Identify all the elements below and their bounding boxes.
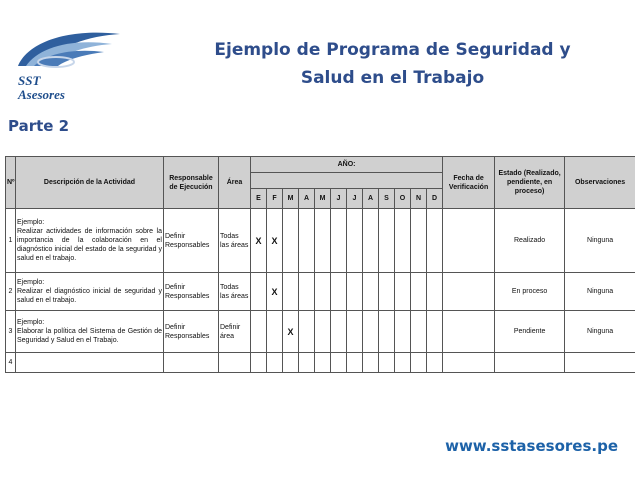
month-header: O — [395, 189, 411, 209]
month-header: D — [427, 189, 443, 209]
title-line-1: Ejemplo de Programa de Seguridad y — [214, 40, 571, 60]
month-cell — [395, 273, 411, 311]
row-num: 4 — [6, 353, 16, 373]
header-num: Nº — [6, 157, 16, 209]
row-verification-date — [443, 273, 495, 311]
month-cell: X — [251, 209, 267, 273]
row-description — [16, 353, 164, 373]
row-desc-text: Realizar el diagnóstico inicial de seguridad y salud en el trabajo. — [17, 288, 162, 304]
month-cell — [395, 353, 411, 373]
month-cell — [299, 353, 315, 373]
title-line-2: Salud en el Trabajo — [300, 68, 485, 88]
row-status: Pendiente — [495, 311, 565, 353]
month-cell — [379, 209, 395, 273]
program-table — [5, 156, 635, 373]
row-observations: Ninguna — [565, 209, 635, 273]
row-observations: Ninguna — [565, 273, 635, 311]
month-cell — [379, 311, 395, 353]
month-header: E — [251, 189, 267, 209]
month-cell — [363, 311, 379, 353]
month-cell — [411, 311, 427, 353]
month-cell — [347, 273, 363, 311]
row-verification-date — [443, 209, 495, 273]
row-desc-text: Realizar actividades de información sobre la importancia de la colaboración en el diagnóstico inicial del estado de la seguridad y salud en el trabajo. — [17, 228, 162, 262]
row-responsible — [164, 353, 219, 373]
month-cell — [299, 209, 315, 273]
month-cell — [427, 311, 443, 353]
month-cell — [379, 273, 395, 311]
month-cell — [283, 353, 299, 373]
row-responsible: Definir Responsables — [164, 273, 219, 311]
logo-text-asesores: Asesores — [18, 87, 65, 102]
row-desc-text: Elaborar la política del Sistema de Gestión de Seguridad y Salud en el Trabajo. — [17, 328, 162, 344]
month-cell — [251, 273, 267, 311]
row-desc-title: Ejemplo: — [17, 219, 45, 226]
row-desc-title: Ejemplo: — [17, 319, 45, 326]
logo-wing-icon — [8, 22, 128, 72]
header-year: AÑO: — [251, 157, 443, 173]
row-status — [495, 353, 565, 373]
month-cell — [395, 209, 411, 273]
month-header: A — [299, 189, 315, 209]
month-header: N — [411, 189, 427, 209]
month-cell — [411, 353, 427, 373]
row-num: 3 — [6, 311, 16, 353]
month-cell — [315, 353, 331, 373]
header-year-spacer — [251, 173, 443, 189]
month-cell — [347, 353, 363, 373]
month-header: J — [331, 189, 347, 209]
month-header: S — [379, 189, 395, 209]
month-cell — [331, 311, 347, 353]
month-cell — [411, 273, 427, 311]
header-responsible: Responsable de Ejecución — [164, 157, 219, 209]
row-area — [219, 353, 251, 373]
header-observations: Observaciones — [565, 157, 635, 209]
month-cell — [331, 273, 347, 311]
row-area: Todas las áreas — [219, 209, 251, 273]
row-description — [16, 273, 164, 311]
row-description — [16, 311, 164, 353]
section-label: Parte 2 — [8, 117, 70, 135]
month-cell — [331, 353, 347, 373]
table-row — [6, 311, 636, 353]
month-cell — [363, 353, 379, 373]
month-cell — [363, 273, 379, 311]
website-link[interactable]: www.sstasesores.pe — [445, 437, 618, 455]
month-cell — [347, 209, 363, 273]
month-cell — [315, 273, 331, 311]
month-cell — [283, 209, 299, 273]
month-cell: X — [267, 273, 283, 311]
month-cell — [267, 353, 283, 373]
row-responsible: Definir Responsables — [164, 311, 219, 353]
row-status: Realizado — [495, 209, 565, 273]
month-cell — [363, 209, 379, 273]
header-area: Área — [219, 157, 251, 209]
month-cell — [283, 273, 299, 311]
table-row — [6, 273, 636, 311]
month-cell — [427, 209, 443, 273]
month-header: M — [315, 189, 331, 209]
month-cell — [315, 209, 331, 273]
row-description — [16, 209, 164, 273]
month-cell — [299, 311, 315, 353]
month-cell — [379, 353, 395, 373]
row-responsible: Definir Responsables — [164, 209, 219, 273]
month-cell — [299, 273, 315, 311]
month-cell — [427, 273, 443, 311]
page-title — [175, 36, 610, 92]
month-header: J — [347, 189, 363, 209]
month-cell — [331, 209, 347, 273]
row-verification-date — [443, 353, 495, 373]
month-cell — [411, 209, 427, 273]
month-cell — [315, 311, 331, 353]
month-cell: X — [283, 311, 299, 353]
month-cell: X — [267, 209, 283, 273]
table-row — [6, 209, 636, 273]
row-area: Todas las áreas — [219, 273, 251, 311]
month-header: A — [363, 189, 379, 209]
table-row — [6, 353, 636, 373]
logo-text-sst: SST — [18, 73, 41, 88]
row-num: 1 — [6, 209, 16, 273]
month-cell — [395, 311, 411, 353]
row-area: Definir área — [219, 311, 251, 353]
month-cell — [347, 311, 363, 353]
header-status: Estado (Realizado, pendiente, en proceso) — [495, 157, 565, 209]
month-cell — [251, 353, 267, 373]
header-verification-date: Fecha de Verificación — [443, 157, 495, 209]
month-cell — [267, 311, 283, 353]
row-verification-date — [443, 311, 495, 353]
row-num: 2 — [6, 273, 16, 311]
month-cell — [251, 311, 267, 353]
month-header: M — [283, 189, 299, 209]
month-cell — [427, 353, 443, 373]
month-header: F — [267, 189, 283, 209]
row-status: En proceso — [495, 273, 565, 311]
header-description: Descripción de la Actividad — [16, 157, 164, 209]
row-observations — [565, 353, 635, 373]
row-desc-title: Ejemplo: — [17, 279, 45, 286]
program-table-region — [5, 156, 635, 390]
row-observations: Ninguna — [565, 311, 635, 353]
sst-logo — [8, 22, 128, 102]
